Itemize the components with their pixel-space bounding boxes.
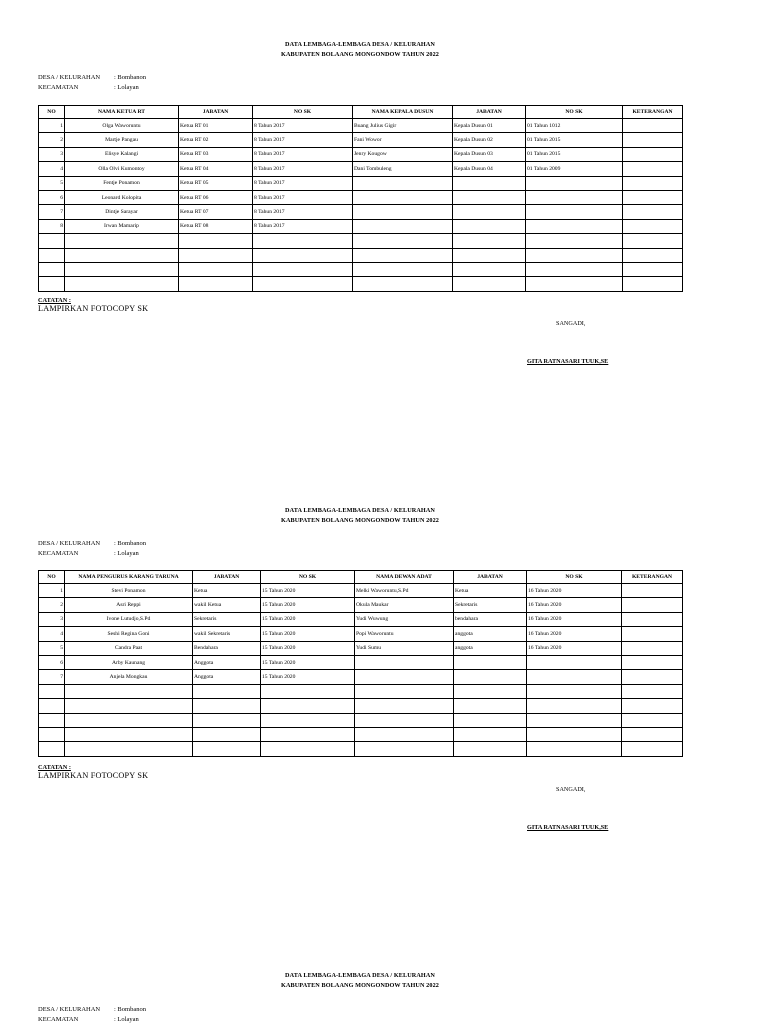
section-1 [38, 40, 682, 60]
desa-label: DESA / KELURAHAN [38, 1006, 101, 1013]
table-cell [39, 742, 65, 756]
table-row [39, 641, 683, 655]
table-cell: Fani Wowor [353, 133, 453, 147]
table-row [39, 655, 683, 669]
table-cell: 01 Tahun 2015 [526, 133, 623, 147]
desa-value: : Bombanon [114, 1006, 146, 1013]
table-cell [193, 684, 261, 698]
table-cell: Anggota [193, 655, 261, 669]
catatan-text: LAMPIRKAN FOTOCOPY SK [38, 304, 149, 313]
table-cell: 8 Tahun 2017 [253, 133, 353, 147]
table-cell [454, 684, 527, 698]
table-cell: Ketua RT 04 [179, 162, 253, 176]
table-cell: Ketua RT 05 [179, 176, 253, 190]
kecamatan-label: KECAMATAN [38, 550, 79, 557]
column-header: JABATAN [179, 106, 253, 119]
table-cell [526, 248, 623, 262]
desa-value: : Bombanon [114, 540, 146, 547]
table-cell: 15 Tahun 2020 [261, 598, 355, 612]
table-cell [527, 713, 622, 727]
table-cell [39, 727, 65, 741]
table-row [39, 713, 683, 727]
table-cell: bendahara [454, 612, 527, 626]
meta-block-1 [38, 73, 682, 93]
table-cell: 16 Tahun 2020 [527, 641, 622, 655]
column-header: NO SK [261, 571, 355, 584]
table-cell [454, 655, 527, 669]
table-row [39, 742, 683, 756]
catatan-block-2 [38, 764, 682, 780]
table-row [39, 670, 683, 684]
table-cell: 8 Tahun 2017 [253, 176, 353, 190]
table-cell [453, 277, 526, 291]
table-cell: 15 Tahun 2020 [261, 584, 355, 598]
table-2-wrapper [38, 570, 682, 757]
table-cell [261, 684, 355, 698]
table-cell [622, 684, 683, 698]
table-cell: Ketua RT 03 [179, 147, 253, 161]
kecamatan-value: : Lolayan [114, 84, 139, 91]
doc-title-line1: DATA LEMBAGA-LEMBAGA DESA / KELURAHAN [285, 972, 435, 979]
table-cell [353, 277, 453, 291]
table-cell [355, 684, 454, 698]
table-row [39, 627, 683, 641]
table-cell [454, 713, 527, 727]
table-cell [453, 262, 526, 276]
table-cell [39, 699, 65, 713]
table-cell [355, 655, 454, 669]
table-cell: 01 Tahun 1012 [526, 119, 623, 133]
table-cell [454, 670, 527, 684]
table-cell [622, 641, 683, 655]
sangadi-label: SANGADI, [556, 320, 586, 327]
table-cell: Yudi Sumu [355, 641, 454, 655]
table-cell [526, 190, 623, 204]
sangadi-label: SANGADI, [556, 786, 586, 793]
table-cell [527, 684, 622, 698]
table-cell: 6 [39, 190, 65, 204]
doc-title-line2: KABUPATEN BOLAANG MONGONDOW TAHUN 2022 [281, 982, 439, 989]
column-header: NO SK [253, 106, 353, 119]
table-cell [39, 248, 65, 262]
table-cell: wakil Ketua [193, 598, 261, 612]
table-cell [623, 133, 683, 147]
table-cell [623, 234, 683, 248]
table-row [39, 699, 683, 713]
table-cell: 1 [39, 584, 65, 598]
table-cell: Olga Waworuntu [65, 119, 179, 133]
table-cell: Melki Waworuntu,S.Pd [355, 584, 454, 598]
table-cell: 2 [39, 598, 65, 612]
table-cell: Anjela Mongkau [65, 670, 193, 684]
table-cell [179, 277, 253, 291]
table-cell [623, 219, 683, 233]
table-cell [353, 219, 453, 233]
table-cell [39, 684, 65, 698]
table-cell: Ketua RT 07 [179, 205, 253, 219]
table-cell [622, 584, 683, 598]
table-row [39, 612, 683, 626]
table-row [39, 219, 683, 233]
table-cell: 15 Tahun 2020 [261, 655, 355, 669]
column-header: NAMA DEWAN ADAT [355, 571, 454, 584]
column-header: JABATAN [454, 571, 527, 584]
table-cell [623, 248, 683, 262]
table-cell: 8 Tahun 2017 [253, 119, 353, 133]
table-cell [253, 277, 353, 291]
table-cell [453, 205, 526, 219]
table-cell: Ketua [454, 584, 527, 598]
table-row [39, 584, 683, 598]
table-cell [261, 699, 355, 713]
table-cell: 16 Tahun 2020 [527, 584, 622, 598]
table-cell [622, 612, 683, 626]
column-header: NAMA KETUA RT [65, 106, 179, 119]
table-cell: 15 Tahun 2020 [261, 670, 355, 684]
table-cell [453, 248, 526, 262]
table-cell [253, 234, 353, 248]
table-cell [622, 713, 683, 727]
table-cell: Kepala Dusun 03 [453, 147, 526, 161]
table-cell: Candra Paat [65, 641, 193, 655]
table-cell: 16 Tahun 2020 [527, 598, 622, 612]
table-cell [261, 742, 355, 756]
table-cell [527, 742, 622, 756]
table-cell: Ketua RT 02 [179, 133, 253, 147]
meta-block-2 [38, 539, 682, 559]
desa-label: DESA / KELURAHAN [38, 74, 101, 81]
table-cell [39, 713, 65, 727]
table-cell: Popi Waworuntu [355, 627, 454, 641]
table-cell: 8 Tahun 2017 [253, 205, 353, 219]
table-cell: Bendahara [193, 641, 261, 655]
table-cell [65, 684, 193, 698]
table-cell [622, 598, 683, 612]
table-cell [179, 262, 253, 276]
column-header: NO [39, 106, 65, 119]
table-row [39, 119, 683, 133]
table-cell: Olla Olvi Kumontoy [65, 162, 179, 176]
table-cell [353, 205, 453, 219]
table-cell [526, 262, 623, 276]
table-1-wrapper [38, 105, 682, 292]
catatan-label: CATATAN : [38, 297, 71, 304]
table-cell [353, 262, 453, 276]
table-cell: anggota [454, 627, 527, 641]
table-row [39, 684, 683, 698]
table-cell [65, 262, 179, 276]
table-cell: 6 [39, 655, 65, 669]
table-row [39, 727, 683, 741]
column-header: JABATAN [193, 571, 261, 584]
table-cell [193, 699, 261, 713]
table-cell [39, 234, 65, 248]
desa-label: DESA / KELURAHAN [38, 540, 101, 547]
table-cell: 8 [39, 219, 65, 233]
table-cell: 4 [39, 162, 65, 176]
table-cell: Sekretaris [454, 598, 527, 612]
table-cell: 1 [39, 119, 65, 133]
kecamatan-value: : Lolayan [114, 550, 139, 557]
kecamatan-value: : Lolayan [114, 1016, 139, 1023]
desa-value: : Bombanon [114, 74, 146, 81]
table-cell: 7 [39, 670, 65, 684]
table-cell [179, 234, 253, 248]
table-cell [453, 219, 526, 233]
table-cell [65, 699, 193, 713]
table-cell [526, 176, 623, 190]
table-header-row [39, 571, 683, 584]
table-row [39, 190, 683, 204]
table-cell [622, 699, 683, 713]
section-3 [38, 971, 682, 991]
table-cell: Fentje Ponamon [65, 176, 179, 190]
column-header: NO SK [526, 106, 623, 119]
table-cell [353, 176, 453, 190]
table-cell [526, 234, 623, 248]
doc-title-line2: KABUPATEN BOLAANG MONGONDOW TAHUN 2022 [281, 517, 439, 524]
table-cell [454, 727, 527, 741]
table-cell [355, 699, 454, 713]
table-cell: Buang Julius Gigir [353, 119, 453, 133]
table-cell: 3 [39, 147, 65, 161]
table-cell [355, 742, 454, 756]
table-row [39, 598, 683, 612]
table-cell [193, 742, 261, 756]
table-cell: wakil Sekretaris [193, 627, 261, 641]
table-cell [353, 248, 453, 262]
table-cell [179, 248, 253, 262]
table-cell [65, 727, 193, 741]
table-cell: Kepala Dusun 02 [453, 133, 526, 147]
table-cell [453, 190, 526, 204]
table-cell: 4 [39, 627, 65, 641]
table-cell [622, 742, 683, 756]
section-2 [38, 506, 682, 526]
table-cell: 8 Tahun 2017 [253, 219, 353, 233]
table-cell: Elisye Kalangi [65, 147, 179, 161]
table-cell [623, 190, 683, 204]
table-cell: Ketua [193, 584, 261, 598]
table-cell: 5 [39, 641, 65, 655]
table-cell [527, 727, 622, 741]
signer-name: GITA RATNASARI TUUK,SE [527, 358, 609, 365]
table-cell: Okula Maukar [355, 598, 454, 612]
table-cell: Irwan Mamarip [65, 219, 179, 233]
signer-name: GITA RATNASARI TUUK,SE [527, 824, 609, 831]
table-cell: 01 Tahun 2015 [526, 147, 623, 161]
table-cell [453, 234, 526, 248]
table-cell: Ketua RT 01 [179, 119, 253, 133]
table-cell: 16 Tahun 2020 [527, 612, 622, 626]
table-cell [65, 277, 179, 291]
table-header-row [39, 106, 683, 119]
catatan-text: LAMPIRKAN FOTOCOPY SK [38, 771, 149, 780]
table-cell [622, 627, 683, 641]
meta-block-3 [38, 1005, 682, 1025]
data-table-karang-taruna-adat [38, 570, 683, 757]
table-cell: Ivone Lutudjo,S.Pd [65, 612, 193, 626]
table-cell [253, 262, 353, 276]
table-cell [622, 670, 683, 684]
table-row [39, 262, 683, 276]
table-cell [526, 205, 623, 219]
table-cell: Asri Reppi [65, 598, 193, 612]
table-cell: Anggota [193, 670, 261, 684]
table-cell [623, 162, 683, 176]
table-cell [623, 205, 683, 219]
table-cell [527, 655, 622, 669]
table-cell [65, 248, 179, 262]
table-cell: 15 Tahun 2020 [261, 627, 355, 641]
table-row [39, 277, 683, 291]
table-cell [261, 727, 355, 741]
table-cell: Yudi Wuwung [355, 612, 454, 626]
column-header: KETERANGAN [623, 106, 683, 119]
table-cell [623, 176, 683, 190]
table-cell: Martje Pangau [65, 133, 179, 147]
kecamatan-label: KECAMATAN [38, 1016, 79, 1023]
table-cell [526, 277, 623, 291]
table-cell: Sekretaris [193, 612, 261, 626]
table-cell [622, 655, 683, 669]
table-cell [453, 176, 526, 190]
table-cell: 8 Tahun 2017 [253, 190, 353, 204]
column-header: NAMA KEPALA DUSUN [353, 106, 453, 119]
table-row [39, 205, 683, 219]
table-cell: 01 Tahun 2009 [526, 162, 623, 176]
doc-title-line1: DATA LEMBAGA-LEMBAGA DESA / KELURAHAN [285, 41, 435, 48]
table-row [39, 176, 683, 190]
table-cell: Arby Kaunang [65, 655, 193, 669]
table-cell [253, 248, 353, 262]
table-cell: 16 Tahun 2020 [527, 627, 622, 641]
table-cell [65, 234, 179, 248]
table-row [39, 162, 683, 176]
table-cell [454, 742, 527, 756]
table-cell: Dani Tombuleng [353, 162, 453, 176]
table-row [39, 133, 683, 147]
table-cell [622, 727, 683, 741]
table-cell: Jenry Kougow [353, 147, 453, 161]
catatan-block-1 [38, 297, 682, 313]
table-cell [527, 699, 622, 713]
table-row [39, 147, 683, 161]
table-cell: 15 Tahun 2020 [261, 612, 355, 626]
table-cell [454, 699, 527, 713]
table-cell [623, 147, 683, 161]
table-cell: Ketua RT 08 [179, 219, 253, 233]
table-cell [355, 727, 454, 741]
table-cell: Ketua RT 06 [179, 190, 253, 204]
table-cell [39, 277, 65, 291]
doc-title-line2: KABUPATEN BOLAANG MONGONDOW TAHUN 2022 [281, 51, 439, 58]
table-cell [353, 190, 453, 204]
column-header: JABATAN [453, 106, 526, 119]
table-cell: Stevi Ponamon [65, 584, 193, 598]
table-cell [65, 742, 193, 756]
column-header: NO SK [527, 571, 622, 584]
table-cell [355, 713, 454, 727]
table-cell: Leonard Kolopita [65, 190, 179, 204]
table-cell: anggota [454, 641, 527, 655]
table-cell [65, 713, 193, 727]
table-cell: 2 [39, 133, 65, 147]
table-cell: Kepala Dusun 04 [453, 162, 526, 176]
table-cell: Kepala Dusun 01 [453, 119, 526, 133]
table-row [39, 234, 683, 248]
table-cell [193, 727, 261, 741]
table-cell [193, 713, 261, 727]
table-cell [527, 670, 622, 684]
table-row [39, 248, 683, 262]
table-cell: 3 [39, 612, 65, 626]
table-cell [623, 277, 683, 291]
table-cell: 15 Tahun 2020 [261, 641, 355, 655]
kecamatan-label: KECAMATAN [38, 84, 79, 91]
table-cell [355, 670, 454, 684]
table-cell: Dintje Sarayar [65, 205, 179, 219]
catatan-label: CATATAN : [38, 764, 71, 771]
table-cell [623, 262, 683, 276]
table-cell: 8 Tahun 2017 [253, 162, 353, 176]
table-cell [526, 219, 623, 233]
table-cell: 8 Tahun 2017 [253, 147, 353, 161]
column-header: NAMA PENGURUS KARANG TARUNA [65, 571, 193, 584]
table-cell [261, 713, 355, 727]
column-header: KETERANGAN [622, 571, 683, 584]
column-header: NO [39, 571, 65, 584]
table-cell [39, 262, 65, 276]
data-table-rt-dusun [38, 105, 683, 292]
table-cell: 5 [39, 176, 65, 190]
doc-title-line1: DATA LEMBAGA-LEMBAGA DESA / KELURAHAN [285, 507, 435, 514]
table-cell: Seshi Regina Goni [65, 627, 193, 641]
table-cell [353, 234, 453, 248]
table-cell [623, 119, 683, 133]
table-cell: 7 [39, 205, 65, 219]
